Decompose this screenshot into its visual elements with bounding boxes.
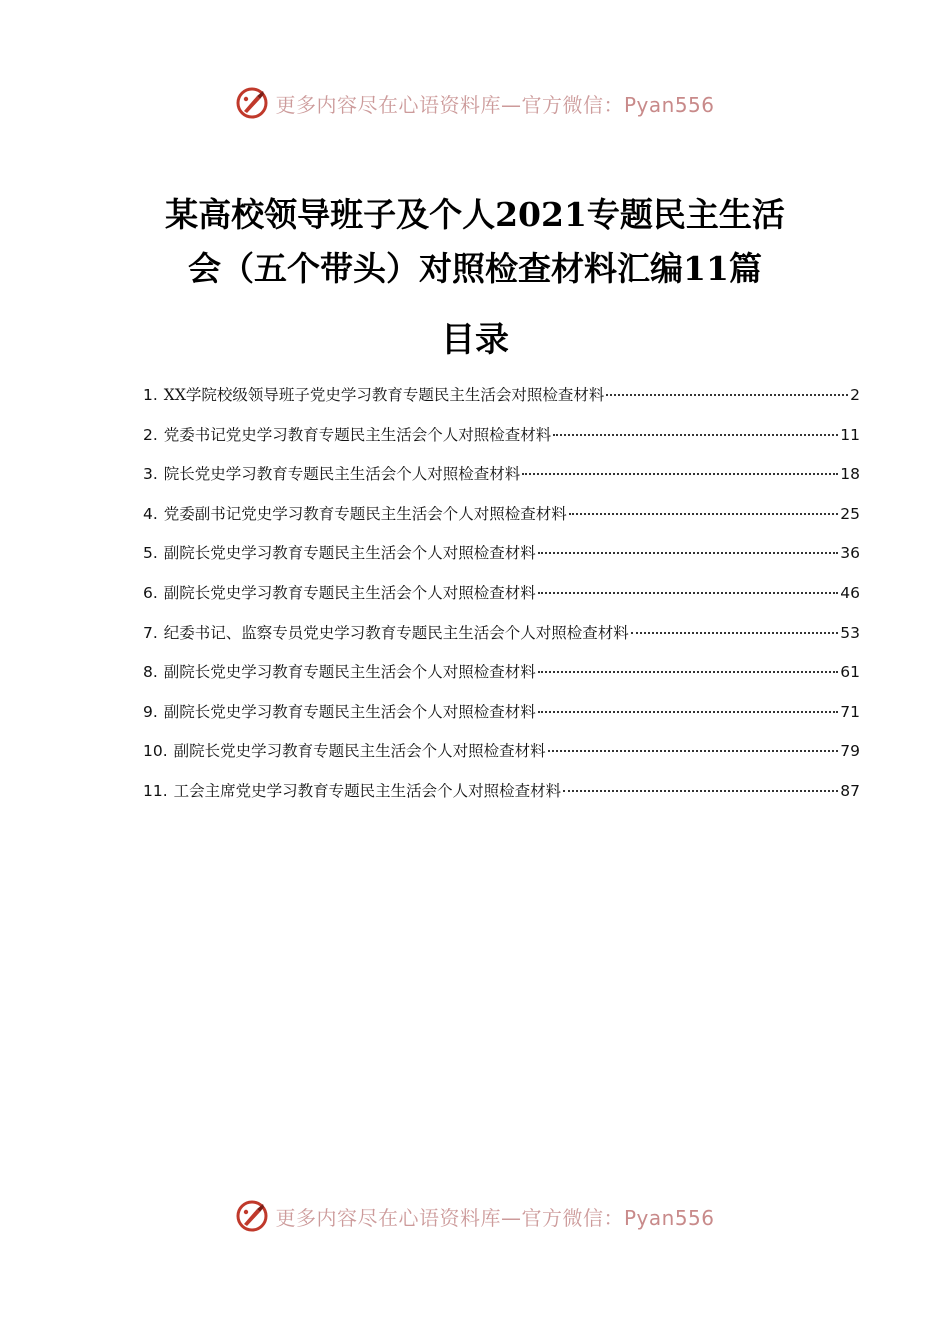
toc-dot-leader [538, 670, 838, 673]
header-banner [0, 83, 950, 123]
toc-entry-page-number: 87 [840, 781, 860, 800]
toc-entry-title: 副院长党史学习教育专题民主生活会个人对照检查材料 [163, 583, 536, 602]
toc-dot-leader [631, 631, 838, 634]
toc-entry[interactable] [143, 739, 860, 779]
toc-dot-leader [538, 591, 838, 594]
toc-entry-number: 3. [143, 465, 158, 484]
toc-dot-leader [522, 472, 838, 475]
toc-entry-title: 副院长党史学习教育专题民主生活会个人对照检查材料 [163, 663, 536, 682]
quill-pen-logo-icon [235, 1199, 269, 1233]
toc-entry[interactable] [143, 502, 860, 542]
footer-banner-text: 更多内容尽在心语资料库—官方微信：Pyan556 [275, 1205, 715, 1230]
toc-entry-title: XX学院校级领导班子党史学习教育专题民主生活会对照检查材料 [163, 386, 605, 404]
footer-banner [0, 1196, 950, 1236]
toc-entry-title: 院长党史学习教育专题民主生活会个人对照检查材料 [163, 465, 521, 484]
document-title-line-1: 某高校领导班子及个人2021专题民主生活 [165, 195, 785, 234]
toc-entry[interactable] [143, 423, 860, 463]
toc-entry[interactable] [143, 383, 860, 423]
toc-entry-number: 5. [143, 544, 158, 563]
toc-dot-leader [538, 710, 838, 713]
toc-entry-title: 副院长党史学习教育专题民主生活会个人对照检查材料 [163, 702, 536, 721]
toc-entry-page-number: 53 [840, 623, 860, 642]
toc-dot-leader [538, 551, 838, 554]
toc-entry[interactable] [143, 779, 860, 819]
toc-entry-page-number: 11 [840, 425, 860, 444]
document-title [0, 188, 950, 296]
toc-entry-title: 纪委书记、监察专员党史学习教育专题民主生活会个人对照检查材料 [163, 623, 629, 642]
toc-entry-number: 11. [143, 781, 168, 800]
toc-dot-leader [553, 433, 838, 436]
toc-entry[interactable] [143, 462, 860, 502]
toc-entry-title: 工会主席党史学习教育专题民主生活会个人对照检查材料 [173, 781, 562, 800]
toc-dot-leader [548, 749, 839, 752]
toc-entry-page-number: 71 [840, 702, 860, 721]
toc-entry-number: 8. [143, 663, 158, 682]
toc-entry-page-number: 2 [850, 386, 860, 404]
toc-entry[interactable] [143, 660, 860, 700]
toc-dot-leader [606, 393, 848, 396]
toc-entry-title: 党委书记党史学习教育专题民主生活会个人对照检查材料 [163, 425, 552, 444]
toc-entry-number: 7. [143, 623, 158, 642]
toc-entry-page-number: 79 [840, 742, 860, 761]
toc-entry-number: 2. [143, 425, 158, 444]
toc-entry[interactable] [143, 700, 860, 740]
toc-entry-page-number: 36 [840, 544, 860, 563]
toc-heading: 目录 [441, 320, 509, 360]
toc-entry-number: 9. [143, 702, 158, 721]
quill-pen-logo-icon [235, 86, 269, 120]
toc-entry-page-number: 25 [840, 504, 860, 523]
toc-entry-page-number: 46 [840, 583, 860, 602]
toc-entry-title: 副院长党史学习教育专题民主生活会个人对照检查材料 [163, 544, 536, 563]
table-of-contents [143, 383, 860, 819]
toc-entry[interactable] [143, 621, 860, 661]
toc-entry-page-number: 18 [840, 465, 860, 484]
toc-entry-title: 副院长党史学习教育专题民主生活会个人对照检查材料 [173, 742, 546, 761]
header-banner-text: 更多内容尽在心语资料库—官方微信：Pyan556 [275, 92, 715, 117]
toc-entry-title: 党委副书记党史学习教育专题民主生活会个人对照检查材料 [163, 504, 567, 523]
toc-entry[interactable] [143, 541, 860, 581]
toc-entry-page-number: 61 [840, 663, 860, 682]
toc-dot-leader [563, 789, 838, 792]
toc-entry-number: 4. [143, 504, 158, 523]
toc-entry[interactable] [143, 581, 860, 621]
toc-dot-leader [569, 512, 838, 515]
document-title-line-2: 会（五个带头）对照检查材料汇编11篇 [188, 249, 762, 288]
toc-entry-number: 6. [143, 583, 158, 602]
toc-entry-number: 1. [143, 386, 158, 404]
toc-entry-number: 10. [143, 742, 168, 761]
